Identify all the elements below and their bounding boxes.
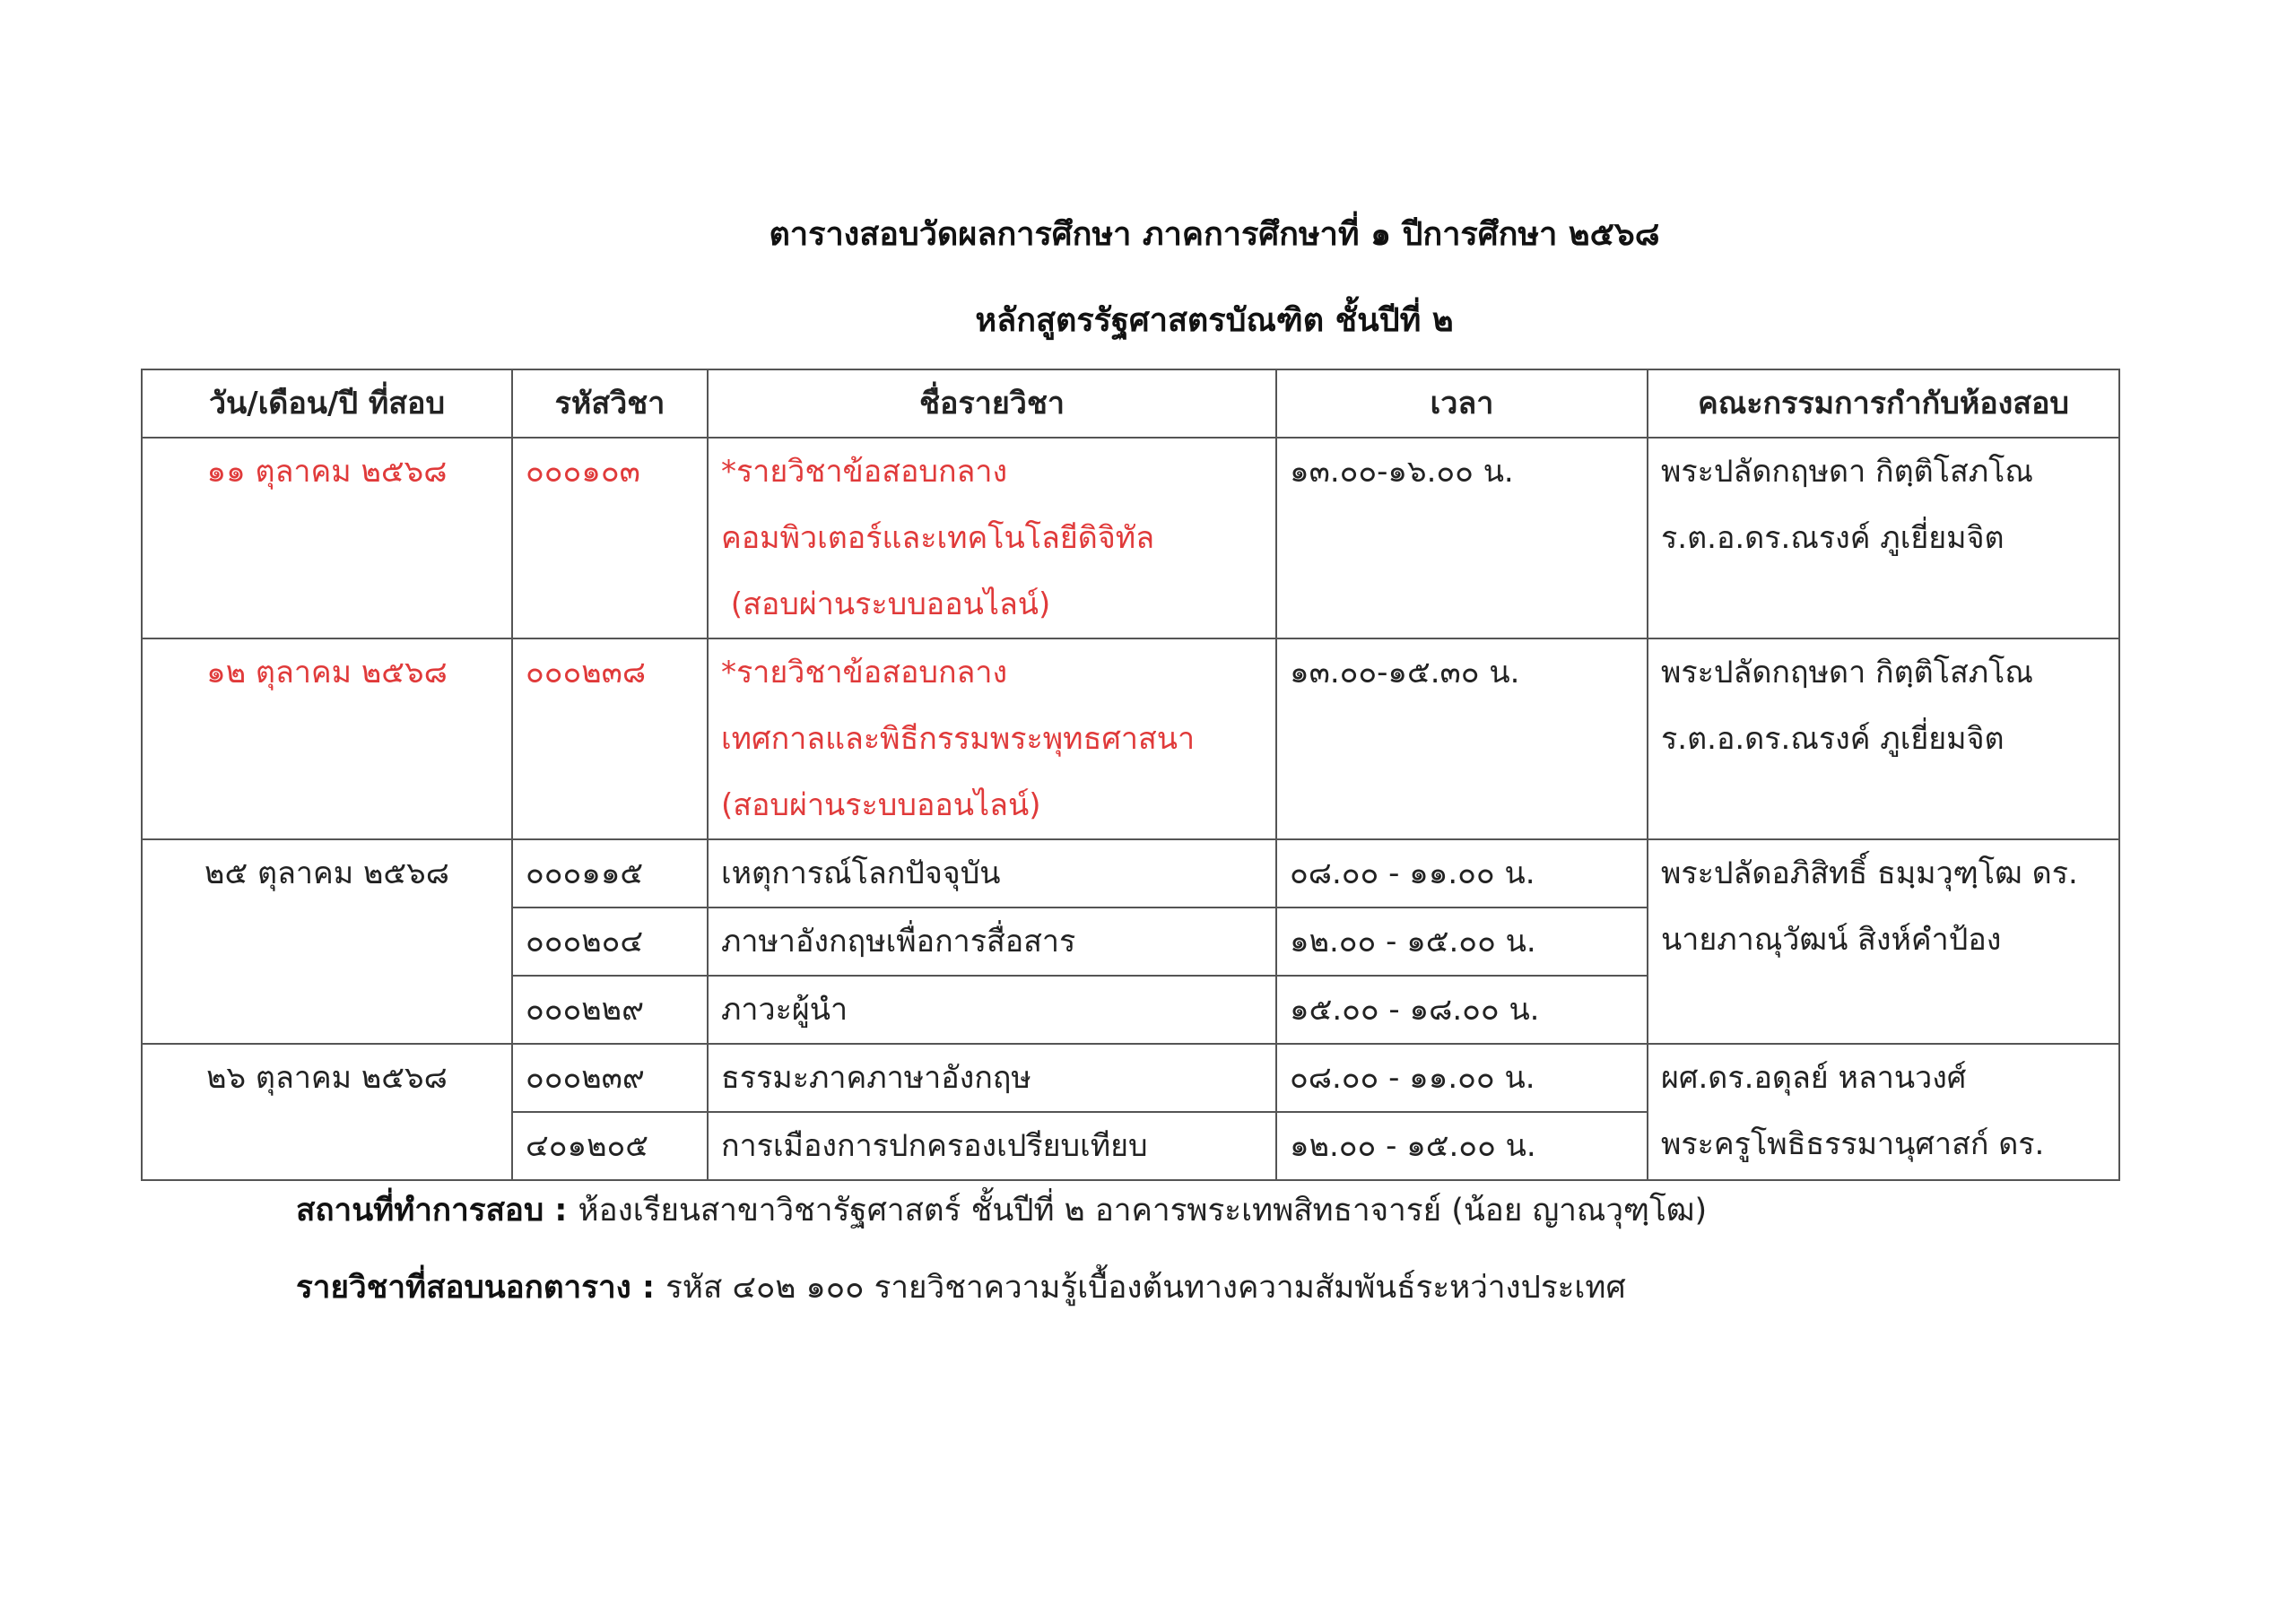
- subject-name-line: ธรรมะภาคภาษาอังกฤษ: [721, 1060, 1031, 1096]
- subject-name-cell: [708, 1112, 1276, 1180]
- header-exam-date: วัน/เดือน/ปี ที่สอบ: [142, 369, 512, 438]
- subject-name-line: เหตุการณ์โลกปัจจุบัน: [721, 855, 1001, 891]
- header-subject-name: ชื่อรายวิชา: [708, 369, 1276, 438]
- subject-name-cell: [708, 839, 1276, 908]
- subject-name-line: เทศกาลและพิธีกรรมพระพุทธศาสนา: [721, 721, 1196, 757]
- outside-schedule-value: รหัส ๔๐๒ ๑๐๐ รายวิชาความรู้เบื้องต้นทางความสัมพันธ์ระหว่างประเทศ: [665, 1270, 1626, 1306]
- program-subtitle: หลักสูตรรัฐศาสตรบัณฑิต ชั้นปีที่ ๒: [975, 302, 1454, 339]
- subject-name-line: (สอบผ่านระบบออนไลน์): [721, 586, 1051, 622]
- subject-code-cell: ๐๐๐๒๒๙: [512, 976, 708, 1044]
- subject-name-cell: [708, 638, 1276, 839]
- committee-member: ผศ.ดร.อดุลย์ หลานวงศ์: [1661, 1060, 1967, 1096]
- committee-cell: [1648, 1044, 2119, 1180]
- subject-name-line: *รายวิชาข้อสอบกลาง: [721, 454, 1008, 490]
- subject-name-line: การเมืองการปกครองเปรียบเทียบ: [721, 1128, 1148, 1164]
- subject-name-line: คอมพิวเตอร์และเทคโนโลยีดิจิทัล: [721, 520, 1155, 556]
- exam-date-cell: ๒๖ ตุลาคม ๒๕๖๘: [142, 1044, 512, 1180]
- subject-name-line: ภาวะผู้นำ: [721, 992, 848, 1028]
- committee-member: ร.ต.อ.ดร.ณรงค์ ภูเยี่ยมจิต: [1661, 721, 2005, 757]
- committee-cell: [1648, 839, 2119, 1044]
- header-time: เวลา: [1276, 369, 1648, 438]
- exam-time-cell: ๐๘.๐๐ - ๑๑.๐๐ น.: [1276, 839, 1648, 908]
- committee-member: พระปลัดอภิสิทธิ์ ธมฺมวุฑฺโฒ ดร.: [1661, 855, 2078, 891]
- subject-code-cell: ๐๐๐๑๐๓: [512, 438, 708, 638]
- subject-code-cell: ๐๐๐๒๓๙: [512, 1044, 708, 1112]
- exam-venue-label: สถานที่ทำการสอบ :: [296, 1193, 578, 1229]
- committee-cell: [1648, 638, 2119, 839]
- committee-cell: [1648, 438, 2119, 638]
- table-row: [142, 438, 2119, 638]
- table-row: [142, 1044, 2119, 1112]
- exam-time-cell: ๑๒.๐๐ - ๑๕.๐๐ น.: [1276, 1112, 1648, 1180]
- exam-time-cell: ๑๒.๐๐ - ๑๕.๐๐ น.: [1276, 908, 1648, 976]
- committee-member: พระครูโพธิธรรมานุศาสก์ ดร.: [1661, 1126, 2045, 1162]
- subject-name-cell: [708, 1044, 1276, 1112]
- subject-name-cell: [708, 908, 1276, 976]
- committee-member: พระปลัดกฤษดา กิตฺติโสภโณ: [1661, 454, 2033, 490]
- subject-code-cell: ๐๐๐๑๑๕: [512, 839, 708, 908]
- table-row: [142, 839, 2119, 908]
- subject-code-cell: ๐๐๐๒๐๔: [512, 908, 708, 976]
- table-row: [142, 638, 2119, 839]
- subject-name-line: (สอบผ่านระบบออนไลน์): [721, 787, 1041, 823]
- subject-name-cell: [708, 438, 1276, 638]
- committee-member: นายภาณุวัฒน์ สิงห์คำป้อง: [1661, 922, 2002, 958]
- header-committee: คณะกรรมการกำกับห้องสอบ: [1648, 369, 2119, 438]
- exam-time-cell: ๑๓.๐๐-๑๖.๐๐ น.: [1276, 438, 1648, 638]
- subject-name-cell: [708, 976, 1276, 1044]
- header-subject-code: รหัสวิชา: [512, 369, 708, 438]
- committee-member: ร.ต.อ.ดร.ณรงค์ ภูเยี่ยมจิต: [1661, 520, 2005, 556]
- subject-name-line: ภาษาอังกฤษเพื่อการสื่อสาร: [721, 924, 1076, 960]
- exam-date-cell: ๑๑ ตุลาคม ๒๕๖๘: [142, 438, 512, 638]
- exam-venue-value: ห้องเรียนสาขาวิชารัฐศาสตร์ ชั้นปีที่ ๒ อาคารพระเทพสิทธาจารย์ (น้อย ญาณวุฑฺโฒ): [578, 1193, 1708, 1229]
- table-body: [142, 438, 2119, 1180]
- outside-schedule-label: รายวิชาที่สอบนอกตาราง :: [296, 1270, 666, 1306]
- committee-member: พระปลัดกฤษดา กิตฺติโสภโณ: [1661, 655, 2033, 690]
- exam-time-cell: ๐๘.๐๐ - ๑๑.๐๐ น.: [1276, 1044, 1648, 1112]
- subject-name-line: *รายวิชาข้อสอบกลาง: [721, 655, 1008, 690]
- subject-code-cell: ๐๐๐๒๓๘: [512, 638, 708, 839]
- exam-time-cell: ๑๕.๐๐ - ๑๘.๐๐ น.: [1276, 976, 1648, 1044]
- exam-venue: [296, 1185, 1707, 1235]
- subject-code-cell: ๔๐๑๒๐๕: [512, 1112, 708, 1180]
- document-title: ตารางสอบวัดผลการศึกษา ภาคการศึกษาที่ ๑ ปีการศึกษา ๒๕๖๘: [769, 216, 1660, 253]
- table-header-row: [142, 369, 2119, 438]
- exam-date-cell: ๒๕ ตุลาคม ๒๕๖๘: [142, 839, 512, 1044]
- exam-schedule-table: [141, 369, 2120, 1181]
- exam-time-cell: ๑๓.๐๐-๑๕.๓๐ น.: [1276, 638, 1648, 839]
- exam-date-cell: ๑๒ ตุลาคม ๒๕๖๘: [142, 638, 512, 839]
- outside-schedule-note: [296, 1263, 1626, 1312]
